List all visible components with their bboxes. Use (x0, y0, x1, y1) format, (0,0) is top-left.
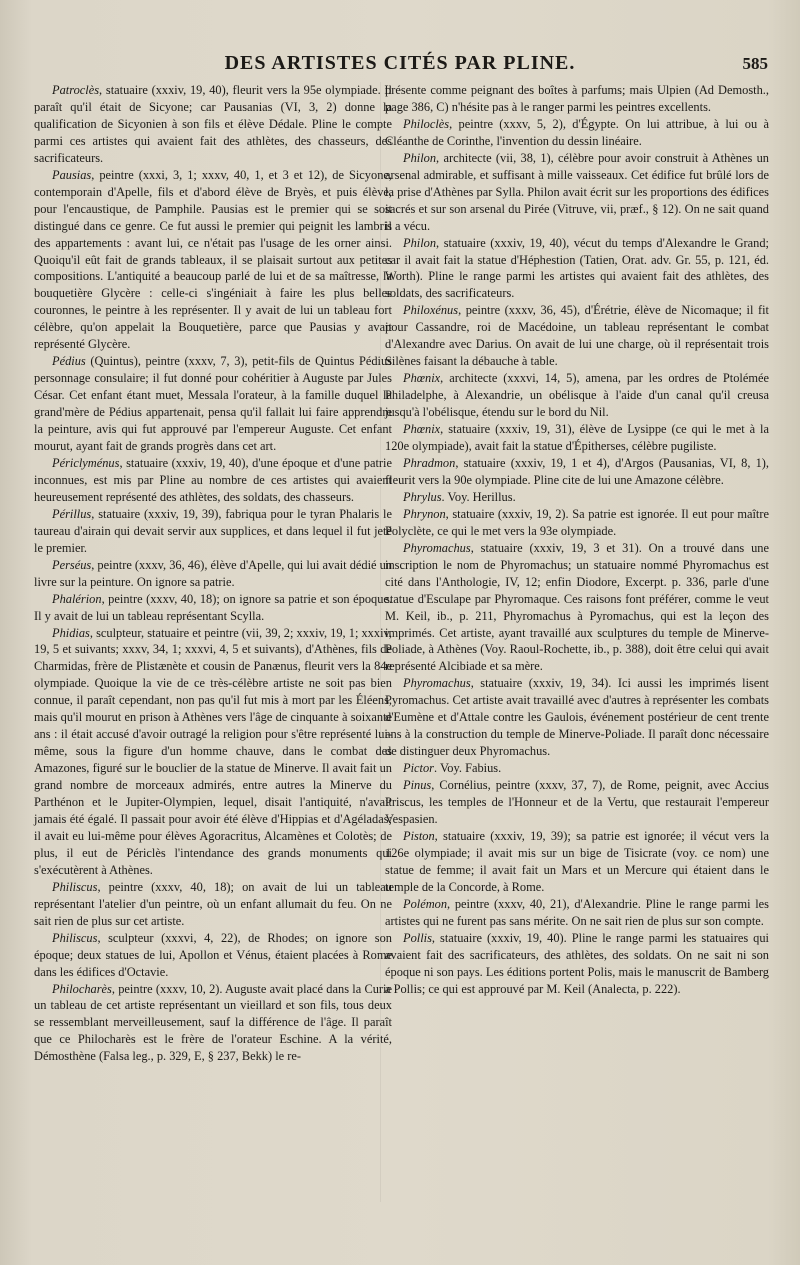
entry-paragraph (385, 302, 769, 370)
entry-text: , peintre (xxxi, 3, 1; xxxv, 40, 1, et 3 et 12), de Sicyone, contemporain d'Apelle, fils et d'abord élève de Bryès, et puis élève, pour l'encaustique, de Pamphile. Pausias est le premier qui se soit distingué dans ce genre. Ce fut aussi le premier qui peignit les lambris des appartements : avant lui, ce n'était pas l'usage de les orner ainsi. Quoiqu'il eût fait de grands tableaux, il se plaisait surtout aux petites compositions. L'antiquité a beaucoup parlé de lui et de sa maîtresse, la bouquetière Glycère : celle-ci s'ingéniait à faire les plus belles couronnes, le peintre à les représenter. Il y avait de lui un tableau fort célèbre, qu'on appelait la Bouquetière, parce que Pausias y avait représenté Glycère. (34, 167, 392, 352)
entry-text: , statuaire (xxxiv, 19, 40), vécut du temps d'Alexandre le Grand; car il avait fait la statue d'Héphestion (Tatien, Orat. adv. Gr. 55, p. 121, éd. Worth). Pline le range parmi les artistes qui avaient fait des athlètes, des soldats, des sacrificateurs. (385, 235, 769, 301)
entry-text: (Quintus), peintre (xxxv, 7, 3), petit-fils de Quintus Pédius personnage consulaire; il fut donné pour cohéritier à Auguste par Jules César. Cet enfant étant muet, Messala l'orateur, à la famille duquel la grand'mère de Pédius appartenait, pensa qu'il fallait lui faire apprendre la peinture, avis qui fut approuvé par l'empereur Auguste. Cet enfant mourut, ayant fait de grands progrès dans cet art. (34, 354, 392, 454)
entry-paragraph (385, 675, 769, 760)
entry-text: , sculpteur (xxxvi, 4, 22), de Rhodes; on ignore son époque; deux statues de lui, Apollon et Vénus, étaient placées à Rome dans les édifices d'Octavie. (34, 930, 392, 979)
entry-text: , statuaire (xxxiv, 19, 39); sa patrie est ignorée; il vécut vers la 126e olympiade; il avait mis sur un bige de Tisicrate (voy. ce nom) une statue de femme; il avait fait un Mars et un Mercure qui étaient dans le temple de la Concorde, à Rome. (385, 828, 769, 894)
entry-text: . Voy. Fabius. (433, 761, 502, 776)
entry-text: , statuaire (xxxiv, 19, 1 et 4), d'Argos (Pausanias, VI, 8, 1), fleurit vers la 90e olympiade. Pline cite de lui une Amazone célèbre. (385, 455, 769, 487)
artist-name: Phradmon (403, 455, 456, 470)
running-title: DES ARTISTES CITÉS PAR PLINE. (224, 52, 576, 74)
artist-name: Perséus (52, 557, 92, 572)
entry-text: , statuaire (xxxiv, 19, 40). Pline le range parmi les statuaires qui avaient fait des sacrificateurs, des athlètes, des soldats. On ne sait ni son époque ni son pays. Les éditions portent Polis, mais le manuscrit de Bamberg a Pollis; ce qui est approuvé par M. Keil (Analecta, p. 222). (385, 930, 769, 996)
entry-paragraph (385, 777, 769, 828)
entry-text: , peintre (xxxv, 40, 18); on ignore sa patrie et son époque. Il y avait de lui un tableau représentant Scylla. (34, 591, 392, 623)
artist-name: Philon (403, 150, 437, 165)
right-column (385, 82, 769, 997)
artist-name: Piston (403, 828, 435, 843)
entry-text: , statuaire (xxxiv, 19, 40), d'une époque et d'une patrie inconnues, est mis par Pline au nombre de ces artistes qui avaient heureusement représenté des athlètes, des soldats, des chasseurs. (34, 455, 392, 504)
artist-name: Phidias (52, 625, 90, 640)
entry-text: , sculpteur, statuaire et peintre (vii, 39, 2; xxxiv, 19, 1; xxxiv, 19, 5 et suivants; xxxv, 34, 1; xxxvi, 4, 5 et suivants), d'Athènes, fils de Charmidas, frère de Plistænète et cousin de Panænus, fleurit vers la 84e olympiade. Quoique la vie de ce très-célèbre artiste ne soit pas bien connue, il paraît cependant, non pas qu'il fut mis à mort par les Éléens, mais qu'il mourut en prison à Athènes vers l'âge de cinquante à soixante ans : il était accusé d'avoir outragé la religion pour s'être représenté lui-même, sous la figure d'un homme chauve, dans le combat des Amazones, figuré sur le bouclier de la statue de Minerve. Il avait fait un grand nombre de morceaux admirés, entre autres la Minerve du Parthénon et le Jupiter-Olympien, lequel, disait l'antiquité, n'avait jamais été égalé. Il passait pour avoir été élève d'Hippias et d'Agéladas; il avait eu lui-même pour élèves Agoracritus, Alcamènes et Colotès; de plus, il eut de Périclès l'intendance des grands monuments qui s'exécutèrent à Athènes. (34, 625, 392, 877)
entry-text: , statuaire (xxxiv, 19, 31), élève de Lysippe (ce qui le met à la 120e olympiade), avait fait la statue d'Épitherses, célèbre pugiliste. (385, 422, 769, 454)
entry-paragraph (385, 421, 769, 455)
entry-paragraph (385, 370, 769, 421)
entry-paragraph (34, 455, 392, 506)
entry-paragraph (34, 930, 392, 981)
entry-paragraph (34, 557, 392, 591)
artist-name: Phyromachus (403, 540, 471, 555)
artist-name: Périllus (52, 506, 92, 521)
artist-name: Phrynon (403, 506, 446, 521)
artist-name: Pinus (403, 778, 432, 793)
entry-text: . Voy. Herillus. (441, 489, 516, 504)
entry-paragraph (34, 82, 392, 167)
artist-name: Philon (403, 235, 437, 250)
artist-name: Phœnix (403, 371, 441, 386)
entry-text: présente comme peignant des boîtes à parfums; mais Ulpien (Ad Demosth., page 386, C) n'hésite pas à le ranger parmi les peintres excellents. (385, 83, 769, 114)
entry-text: , statuaire (xxxiv, 19, 2). Sa patrie est ignorée. Il eut pour maître Polyclète, ce qui le met vers la 93e olympiade. (385, 506, 769, 538)
entry-paragraph (385, 150, 769, 235)
entry-paragraph (34, 591, 392, 625)
entry-text: , peintre (xxxv, 36, 46), élève d'Apelle, qui lui avait dédié un livre sur la peinture. On ignore sa patrie. (34, 557, 393, 589)
entry-paragraph (34, 353, 392, 455)
entry-text: , peintre (xxxv, 40, 21), d'Alexandrie. Pline le range parmi les artistes qui ne furent pas sans mérite. On ne sait rien de plus sur son compte. (385, 896, 769, 928)
entry-paragraph (385, 116, 769, 150)
entry-text: , Cornélius, peintre (xxxv, 37, 7), de Rome, peignit, avec Accius Priscus, les temples de l'Honneur et de la Vertu, que restaurait l'empereur Vespasien. (385, 778, 769, 826)
entry-paragraph (385, 455, 769, 489)
artist-name: Périclyménus (52, 455, 120, 470)
entry-paragraph (34, 625, 392, 879)
artist-name: Phrylus (403, 489, 442, 504)
entry-paragraph (34, 981, 392, 1066)
entry-paragraph (385, 828, 769, 896)
entry-paragraph (385, 896, 769, 930)
entry-paragraph (34, 506, 392, 557)
entry-paragraph (385, 540, 769, 676)
page-number: 585 (742, 54, 768, 73)
artist-name: Pausias (52, 167, 92, 182)
entry-paragraph (385, 489, 769, 506)
entry-paragraph (385, 506, 769, 540)
artist-name: Phœnix (403, 422, 441, 437)
entry-paragraph (385, 235, 769, 303)
artist-name: Philoclès (403, 116, 450, 131)
entry-text: , statuaire (xxxiv, 19, 40), fleurit vers la 95e olympiade. Il paraît qu'il était de Sicyone; car Pausanias (VI, 3, 2) donne la qualification de Sicyonien à son fils et élève Dédale. Pline le compte parmi ces artistes qui avaient fait des athlètes, des chasseurs, des sacrificateurs. (34, 83, 392, 165)
artist-name: Pollis (403, 930, 432, 945)
entry-paragraph (34, 879, 392, 930)
artist-name: Phyromachus (403, 676, 471, 691)
entry-text: , peintre (xxxv, 10, 2). Auguste avait placé dans la Curie un tableau de cet artiste représentant un vieillard et son fils, tous deux se ressemblant merveilleusement, sauf la différence de l'âge. Il paraît que ce Philocharès est le frère de l'orateur Eschine. A la vérité, Démosthène (Falsa leg., p. 329, E, § 237, Bekk) le re- (34, 981, 392, 1064)
entry-text: , statuaire (xxxiv, 19, 34). Ici aussi les imprimés lisent Pyromachus. Cet artiste avait travaillé avec d'autres à représenter les combats d'Eumène et d'Attale contre les Gaulois, événement postérieur de cent trente ans à la construction du temple de Minerve-Poliade. Il paraît donc nécessaire de distinguer deux Phyromachus. (385, 676, 769, 759)
entry-paragraph (385, 760, 769, 777)
entry-text: , statuaire (xxxiv, 19, 3 et 31). On a trouvé dans une inscription le nom de Phyromachus; un statuaire nommé Phyromachus est cité dans l'Anthologie, IV, 12; enfin Diodore, Excerpt. p. 336, parle d'une statue d'Esculape par Phyromaque. Ces raisons font préférer, comme le veut M. Keil, ib., p. 211, Phyromachus à Pyromachus, qui est la leçon des imprimés. Cet artiste, ayant travaillé aux sculptures du temple de Minerve-Poliade, à Athènes (Voy. Raoul-Rochette, ib., p. 388), doit être celui qui avait représenté Alcibiade et sa mère. (385, 540, 769, 674)
artist-name: Philiscus (52, 930, 98, 945)
artist-name: Patroclès (52, 83, 100, 97)
entry-text: , architecte (xxxvi, 14, 5), amena, par les ordres de Ptolémée Philadelphe, à Alexandrie, un obélisque à l'aide d'un canal qu'il creusa jusqu'à l'obélisque, étendu sur le bord du Nil. (385, 371, 769, 420)
artist-name: Philiscus (52, 879, 98, 894)
entry-text: , peintre (xxxv, 40, 18); on avait de lui un tableau représentant l'atelier d'un peintre, où un enfant allumait du feu. On ne sait rien de plus sur cet artiste. (34, 879, 392, 928)
artist-name: Pédius (52, 354, 86, 369)
page-header (0, 52, 800, 78)
entry-text: , peintre (xxxv, 36, 45), d'Érétrie, élève de Nicomaque; il fit pour Cassandre, roi de Macédoine, un tableau représentant le combat d'Alexandre avec Darius. On avait de lui une charge, où il représentait trois Silènes faisant la débauche à table. (385, 303, 769, 369)
left-column (34, 82, 392, 1065)
artist-name: Phalérion (52, 591, 102, 606)
entry-paragraph (385, 930, 769, 998)
artist-name: Philoxénus (403, 303, 459, 318)
artist-name: Pictor (403, 761, 434, 776)
entry-text: , statuaire (xxxiv, 19, 39), fabriqua pour le tyran Phalaris le taureau d'airain qui devait servir aux supplices, et dans lequel il fut jeté le premier. (34, 506, 392, 555)
artist-name: Polémon (403, 896, 448, 911)
entry-paragraph (34, 167, 392, 353)
artist-name: Philocharès (52, 981, 112, 996)
entry-paragraph (385, 82, 769, 116)
entry-text: , architecte (vii, 38, 1), célèbre pour avoir construit à Athènes un arsenal admirable, et suffisant à mille vaisseaux. Cet édifice fut brûlé lors de la prise d'Athènes par Sylla. Philon avait écrit sur les proportions des édifices sacrés et sur son arsenal du Pirée (Vitruve, vii, præf., § 12). On ne sait quand il a vécu. (385, 150, 769, 233)
entry-text: , peintre (xxxv, 5, 2), d'Égypte. On lui attribue, à lui ou à Cléanthe de Corinthe, l'invention du dessin linéaire. (385, 116, 769, 148)
